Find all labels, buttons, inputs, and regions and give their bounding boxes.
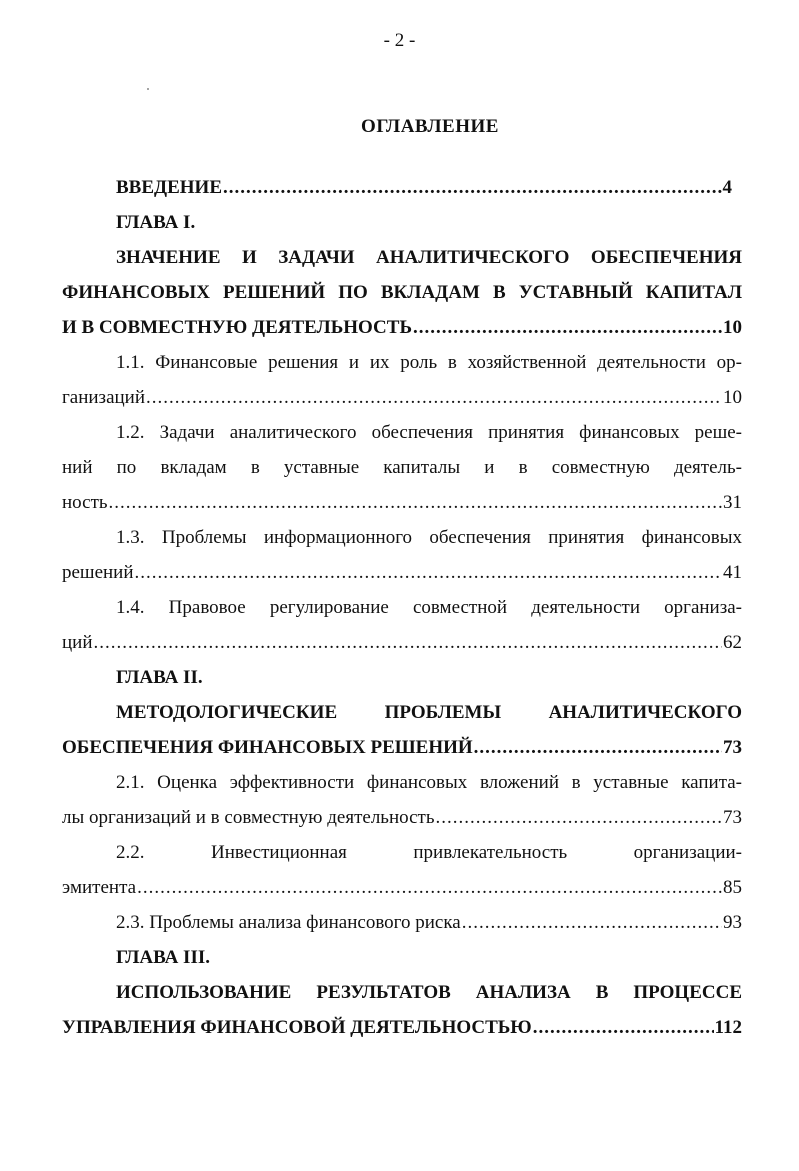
- chapter2-page: 73: [723, 737, 742, 758]
- dot-leader: [533, 1010, 714, 1045]
- section-1-3-last: решений: [62, 562, 134, 583]
- toc-entry-intro[interactable]: [62, 170, 742, 205]
- dot-leader: [109, 485, 722, 520]
- section-2-2-line2: [62, 870, 742, 905]
- section-1-3-line1: 1.3. Проблемы информационного обеспечения принятия финансовых: [116, 527, 742, 548]
- section-2-1-last: лы организаций и в совместную деятельность: [62, 807, 435, 828]
- section-1-2-page: 31: [723, 492, 742, 513]
- section-1-2-last: ность: [62, 492, 108, 513]
- chapter1-title-line3: [62, 310, 742, 345]
- toc-entry-2-3[interactable]: [62, 905, 742, 940]
- section-2-2-last: эмитента: [62, 877, 137, 898]
- section-2-3-title: 2.3. Проблемы анализа финансового риска: [116, 912, 461, 933]
- chapter1-label: ГЛАВА I.: [116, 212, 196, 233]
- section-2-2-line1: 2.2. Инвестиционная привлекательность организации-: [116, 842, 742, 863]
- section-1-4-page: 62: [723, 632, 742, 653]
- section-1-3-page: 41: [723, 562, 742, 583]
- chapter1-title-line1: ЗНАЧЕНИЕ И ЗАДАЧИ АНАЛИТИЧЕСКОГО ОБЕСПЕЧЕНИЯ: [116, 247, 742, 268]
- chapter1-page: 10: [723, 317, 742, 338]
- chapter3-title-text: УПРАВЛЕНИЯ ФИНАНСОВОЙ ДЕЯТЕЛЬНОСТЬЮ: [62, 1017, 532, 1038]
- toc-entry-chapter1[interactable]: [62, 240, 742, 345]
- chapter2-label: ГЛАВА II.: [116, 667, 203, 688]
- toc-entry-2-1[interactable]: [62, 765, 742, 835]
- section-1-1-line2: [62, 380, 742, 415]
- toc-entry-1-1[interactable]: [62, 345, 742, 415]
- chapter3-title-line1: ИСПОЛЬЗОВАНИЕ РЕЗУЛЬТАТОВ АНАЛИЗА В ПРОЦЕССЕ: [116, 982, 742, 1003]
- toc-entry-chapter3[interactable]: [62, 975, 742, 1045]
- chapter3-title-line2: [62, 1010, 742, 1045]
- section-1-4-line2: [62, 625, 742, 660]
- section-2-1-line1: 2.1. Оценка эффективности финансовых вложений в уставные капита-: [116, 772, 742, 793]
- section-2-1-line2: [62, 800, 742, 835]
- scan-speck: [147, 88, 149, 90]
- chapter1-title-text: И В СОВМЕСТНУЮ ДЕЯТЕЛЬНОСТЬ: [62, 317, 413, 338]
- section-2-2-page: 85: [723, 877, 742, 898]
- section-2-3-line: [62, 905, 742, 940]
- toc-title: ОГЛАВЛЕНИЕ: [361, 116, 499, 137]
- section-1-4-last: ций: [62, 632, 93, 653]
- section-1-2-line2: ний по вкладам в уставные капиталы и в совместную деятель-: [62, 457, 742, 478]
- section-1-1-page: 10: [723, 387, 742, 408]
- dot-leader: [413, 310, 722, 345]
- toc-entry-chapter2[interactable]: [62, 695, 742, 765]
- dot-leader: [146, 380, 722, 415]
- section-1-2-line1: 1.2. Задачи аналитического обеспечения принятия финансовых реше-: [116, 422, 742, 443]
- dot-leader: [462, 905, 722, 940]
- section-1-1-line1: 1.1. Финансовые решения и их роль в хозяйственной деятельности ор-: [116, 352, 742, 373]
- section-2-1-page: 73: [723, 807, 742, 828]
- toc-entry-1-4[interactable]: [62, 590, 742, 660]
- page-number: - 2 -: [383, 30, 416, 51]
- section-2-3-page: 93: [723, 912, 742, 933]
- section-1-1-last: ганизаций: [62, 387, 146, 408]
- toc-entry-1-2[interactable]: [62, 415, 742, 520]
- chapter2-title-line1: МЕТОДОЛОГИЧЕСКИЕ ПРОБЛЕМЫ АНАЛИТИЧЕСКОГО: [116, 702, 742, 723]
- chapter3-page: 112: [714, 1017, 742, 1038]
- toc-entry-1-3[interactable]: [62, 520, 742, 590]
- chapter1-title-line2: ФИНАНСОВЫХ РЕШЕНИЙ ПО ВКЛАДАМ В УСТАВНЫЙ КАПИТАЛ: [62, 282, 742, 303]
- section-1-2-line3: [62, 485, 742, 520]
- chapter2-title-text: ОБЕСПЕЧЕНИЯ ФИНАНСОВЫХ РЕШЕНИЙ: [62, 737, 473, 758]
- dot-leader: [436, 800, 722, 835]
- dot-leader: [137, 870, 722, 905]
- intro-page: 4: [722, 177, 732, 198]
- dot-leader: [474, 730, 722, 765]
- chapter2-title-line2: [62, 730, 742, 765]
- toc-entry-2-2[interactable]: [62, 835, 742, 905]
- section-1-4-line1: 1.4. Правовое регулирование совместной деятельности организа-: [116, 597, 742, 618]
- section-1-3-line2: [62, 555, 742, 590]
- dot-leader: [94, 625, 722, 660]
- chapter3-label: ГЛАВА III.: [116, 947, 210, 968]
- dot-leader: [135, 555, 722, 590]
- intro-title: ВВЕДЕНИЕ: [116, 177, 222, 198]
- dot-leader: [223, 170, 722, 205]
